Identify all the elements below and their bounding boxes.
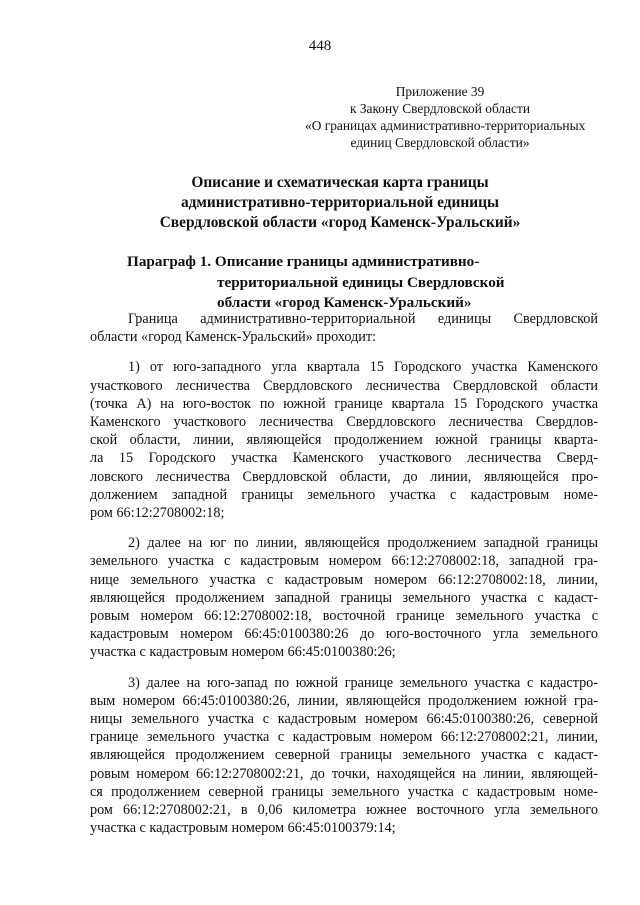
boundary-point-3-paragraph [90,674,598,838]
text-line: ся продолжением северной границы земельного участка с кадастровым номе- [90,783,598,800]
boundary-point-2-paragraph [90,534,598,661]
title-line: Описание и схематическая карта границы [191,174,489,191]
boundary-point-1-paragraph [90,358,598,522]
appendix-line: единиц Свердловской области» [350,135,530,150]
title-line: Свердловской области «город Каменск-Уральский» [159,214,521,231]
text-line: кадастровым номером 66:45:0100380:26 до юго-восточного угла земельного [90,626,598,643]
text-line: ровым номером 66:12:2708002:21, до точки, находящейся на линии, являющей- [90,765,598,782]
text-line: области «город Каменск-Уральский» проходит: [90,329,377,346]
body-text [90,310,598,849]
text-line: 2) далее на юг по линии, являющейся продолжением западной границы [128,535,598,552]
text-line: ловского лесничества Свердловской области, до линии, являющейся про- [90,468,598,485]
text-line: границе земельного участка с кадастровым номером 66:12:2708002:21, линии, [90,729,598,746]
text-line: ницы земельного участка с кадастровым номером 66:45:0100380:26, северной [90,711,598,728]
text-line: участка с кадастровым номером 66:45:0100379:14; [90,820,396,837]
text-line: ла 15 Городского участка Каменского участкового лесничества Сверд- [90,450,598,467]
appendix-line: Приложение 39 [395,84,485,99]
appendix-line: к Закону Свердловской области [349,101,531,116]
document-title [90,173,590,233]
intro-paragraph [90,310,598,346]
text-line: ром 66:12:2708002:18; [90,505,225,522]
text-line: земельного участка с кадастровым номером 66:12:2708002:18, западной гра- [90,553,598,570]
heading-line: Параграф 1. Описание границы административно- [127,253,480,270]
page-number: 448 [308,38,332,54]
text-line: 1) от юго-западного угла квартала 15 Городского участка Каменского [128,359,598,376]
text-line: являющейся продолжением западной границы земельного участка с кадаст- [90,589,598,606]
heading-line: территориальной единицы Свердловской [217,273,505,291]
text-line: ром 66:12:2708002:21, в 0,06 километра южнее восточного угла земельного [90,802,598,819]
text-line: участкового лесничества Свердловского лесничества Свердловской области [90,377,598,394]
appendix-line: «О границах административно-территориальных [305,118,586,133]
appendix-reference [305,83,586,151]
text-line: ровым номером 66:12:2708002:18, восточной границе земельного участка с [90,608,598,625]
text-line: участка с кадастровым номером 66:45:0100380:26; [90,644,396,661]
text-line: (точка А) на юго-восток по южной границе квартала 15 Городского участка [90,395,598,412]
text-line: должением западной границы земельного участка с кадастровым номе- [90,486,598,503]
paragraph-heading [127,252,547,314]
text-line: вым номером 66:45:0100380:26, линии, являющейся продолжением южной гра- [90,692,598,709]
text-line: являющейся продолжением северной границы земельного участка с кадаст- [90,747,598,764]
text-line: нице земельного участка с кадастровым номером 66:12:2708002:18, линии, [90,571,598,588]
text-line: Граница административно-территориальной единицы Свердловской [128,311,598,327]
text-line: 3) далее на юго-запад по южной границе земельного участка с кадастро- [128,674,598,691]
text-line: ской области, линии, являющейся продолжением южной границы кварта- [90,432,598,449]
title-line: административно-территориальной единицы [180,194,500,211]
text-line: Каменского участкового лесничества Свердловского лесничества Свердлов- [90,414,598,431]
heading-line: области «город Каменск-Уральский» [217,294,472,311]
